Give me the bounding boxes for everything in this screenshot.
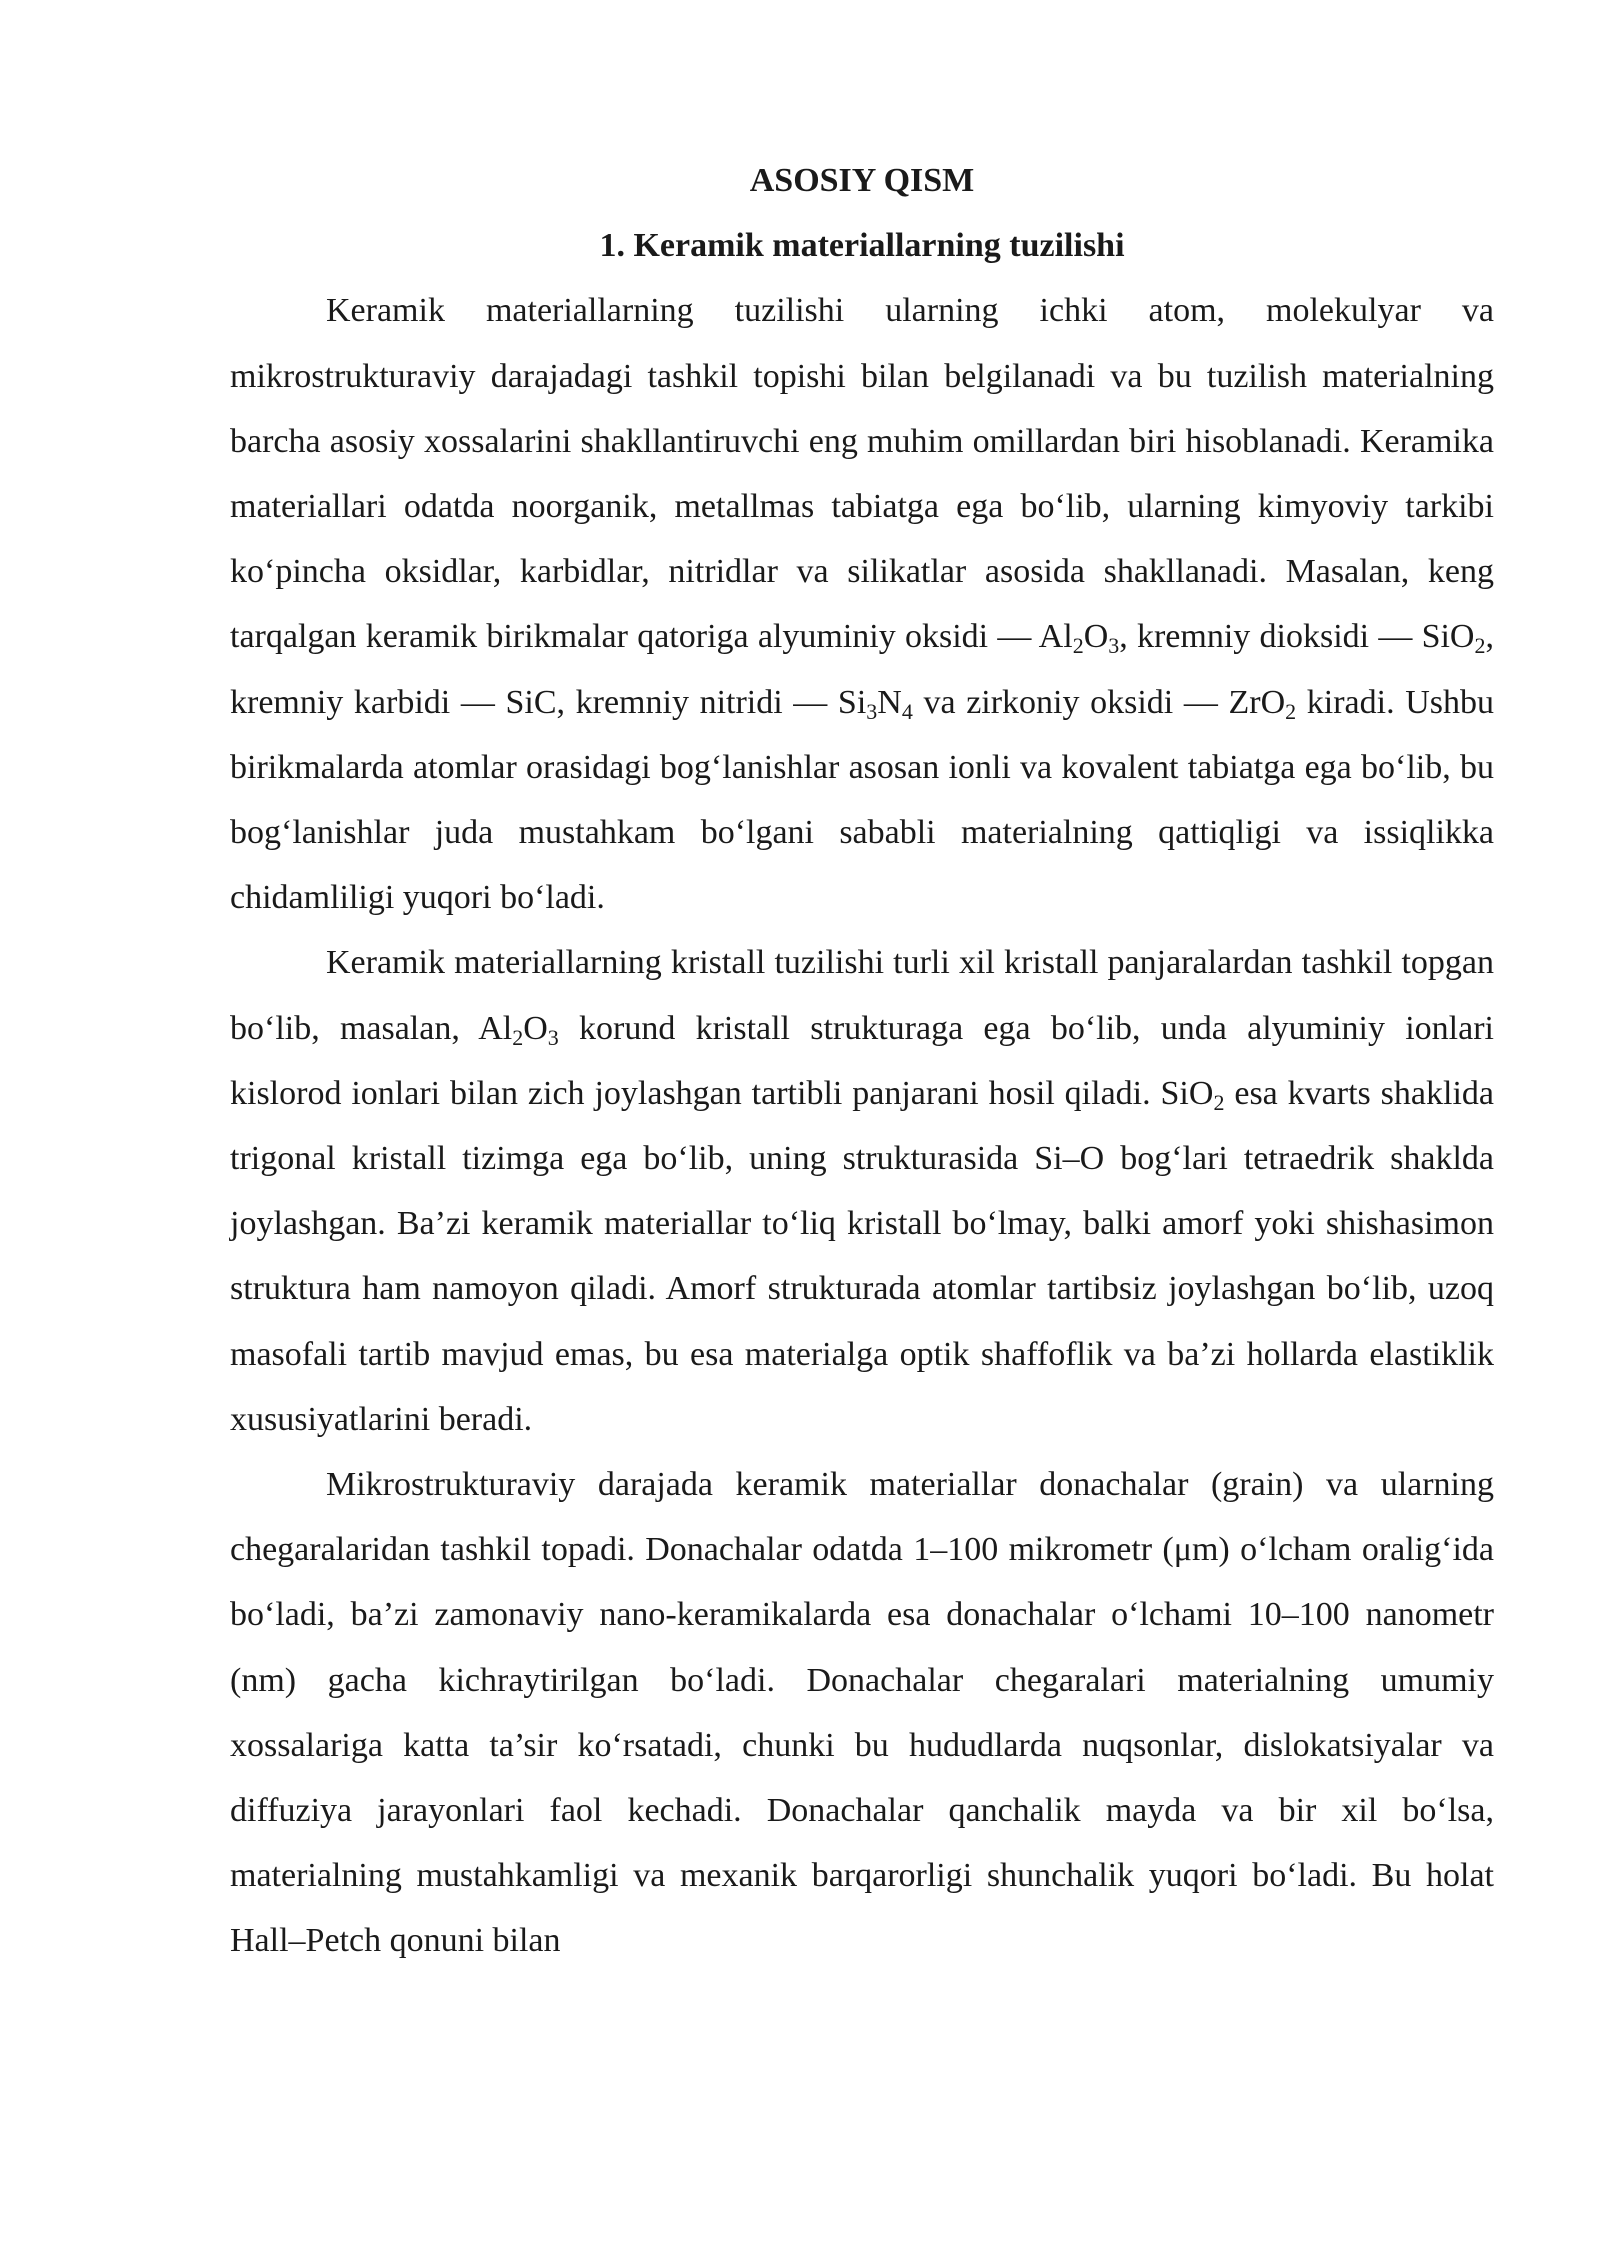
paragraph1-text-3: , kremniy dioksidi — SiO (1119, 618, 1475, 656)
paragraph1-text-6: va zirkoniy oksidi — ZrO (912, 683, 1286, 721)
paragraph1-text-1: Keramik materiallarning tuzilishi ularning ichki atom, molekulyar va mikrostrukturaviy darajadagi tashkil topishi bilan belgilanadi va bu tuzilish materialning barcha asosiy xossalarini shakllantiruvchi eng muhim omillardan biri hisoblanadi. Keramika materiallari odatda noorganik, metallmas tabiatga ega bo‘lib, ularning kimyoviy tarkibi ko‘pincha oksidlar, karbidlar, nitridlar va silikatlar asosida shakllanadi. Masalan, keng tarqalgan keramik birikmalar qatoriga alyuminiy oksidi — Al (230, 292, 1494, 656)
paragraph-microstructure: Mikrostrukturaviy darajada keramik materiallar donachalar (grain) va ularning chegaralaridan tashkil topadi. Donachalar odatda 1–100 mikrometr (μm) o‘lcham oralig‘ida bo‘ladi, ba’zi zamonaviy nano-keramikalarda esa donachalar o‘lchami 10–100 nanometr (nm) gacha kichraytirilgan bo‘ladi. Donachalar chegaralari materialning umumiy xossalariga katta ta’sir ko‘rsatadi, chunki bu hududlarda nuqsonlar, dislokatsiyalar va diffuziya jarayonlari faol kechadi. Donachalar qanchalik mayda va bir xil bo‘lsa, materialning mustahkamligi va mexanik barqarorligi shunchalik yuqori bo‘ladi. Bu holat Hall–Petch qonuni bilan (230, 1466, 1494, 1960)
subscript: 2 (1213, 1089, 1225, 1115)
paragraph2-text-2: O (523, 1009, 548, 1047)
subscript: 2 (1072, 633, 1084, 659)
paragraph1-text-2: O (1083, 618, 1109, 656)
subscript: 3 (547, 1024, 559, 1050)
section-heading: 1. Keramik materiallarning tuzilishi (599, 227, 1125, 265)
paragraph-crystal-structure (230, 930, 1494, 1452)
subscript: 3 (1108, 633, 1120, 659)
paragraph2-text-4: esa kvarts shaklida trigonal kristall tizimga ega bo‘lib, uning strukturasida Si–O bog‘lari tetraedrik shaklda joylashgan. Ba’zi keramik materiallar to‘liq kristall bo‘lmay, balki amorf yoki shishasimon struktura ham namoyon qiladi. Amorf strukturada atomlar tartibsiz joylashgan bo‘lib, uzoq masofali tartib mavjud emas, bu esa materialga optik shaffoflik va ba’zi hollarda elastiklik xususiyatlarini beradi. (230, 1074, 1494, 1438)
paragraph2-text-3: korund kristall strukturaga ega bo‘lib, unda alyuminiy ionlari kislorod ionlari bilan zich joylashgan tartibli panjarani hosil qiladi. SiO (230, 1009, 1494, 1112)
subscript: 3 (866, 698, 878, 724)
paragraph-ceramic-structure (230, 278, 1494, 930)
document-body (230, 148, 1494, 1974)
paragraph1-text-4: , kremniy karbidi — SiC, kremniy nitridi — Si (230, 618, 1494, 721)
document-title: ASOSIY QISM (749, 162, 975, 199)
paragraph1-text-5: N (877, 683, 902, 721)
paragraph1-text-7: kiradi. Ushbu birikmalarda atomlar orasidagi bog‘lanishlar asosan ionli va kovalent tabiatga ega bo‘lib, bu bog‘lanishlar juda mustahkam bo‘lgani sababli materialning qattiqligi va issiqlikka chidamliligi yuqori bo‘ladi. (230, 683, 1494, 917)
paragraph2-text-1: Keramik materiallarning kristall tuzilishi turli xil kristall panjaralardan tashkil topgan bo‘lib, masalan, Al (230, 944, 1494, 1047)
subscript: 2 (512, 1024, 524, 1050)
subscript: 2 (1285, 698, 1297, 724)
subscript: 2 (1474, 633, 1486, 659)
subscript: 4 (901, 698, 913, 724)
